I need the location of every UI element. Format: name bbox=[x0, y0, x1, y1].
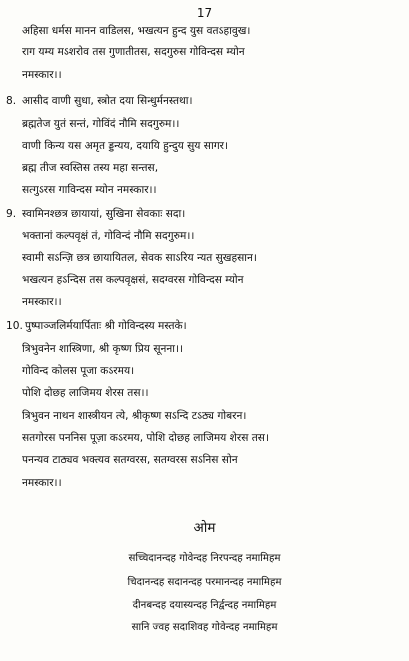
verse-line: नमस्कार।। bbox=[22, 477, 62, 489]
verse-line: भखत्यन हऽन्दिस तस कल्पवृक्षसं, सदग्वरस गोविन्दस म्योन bbox=[22, 274, 244, 286]
verse-line: गोविन्द कोलस पूजा कऽरमय। bbox=[22, 365, 135, 377]
verse-number: 9. bbox=[6, 208, 17, 220]
verse-line: पनन्यव टाठ्यव भक्त्यव सतग्वरस, सतग्वरस सऽनिस सोन bbox=[22, 454, 238, 466]
verse-number: 8. bbox=[6, 95, 17, 107]
verse-line: स्वामिनश्छत्र छायायां, सुखिना सेवकाः सदा। bbox=[22, 208, 186, 220]
verse-line: पोशि दोछह लाजिमय शेरस तस।। bbox=[22, 387, 149, 399]
intro-line: अहिसा धर्मस मानन वाडिलस, भखत्यन हुन्द युस वतऽहावुख। bbox=[22, 25, 251, 37]
mantra-line: सानि ज्वह सदाशिवह गोवेन्दह नमामिहम bbox=[131, 622, 278, 633]
verse-line: स्वामी सऽन्ज़ि छत्र छायायितल, सेवक साऽरिय न्यत सुखहसान। bbox=[22, 252, 257, 264]
page-number: 17 bbox=[196, 6, 213, 20]
verse-line: आसीद वाणी सुधा, स्त्रोत दया सिन्धुर्मनस्तथा। bbox=[22, 95, 193, 107]
intro-line: राग यम्य मऽशरोव तस गुणातीतस, सदगुरुस गोविन्दस म्योन bbox=[22, 46, 245, 58]
mantra-line: चिदानन्दह सदानन्दह परमानन्दह नमामिहम bbox=[127, 577, 282, 588]
verse-number: 10. bbox=[6, 320, 23, 332]
om-heading: ओम bbox=[193, 520, 216, 536]
intro-line: नमस्कार।। bbox=[22, 69, 62, 81]
verse-line: त्रिभुवन नाथन शास्त्रीयन त्ये, श्रीकृष्ण सऽन्दि टऽठ्य गोबरन। bbox=[22, 410, 247, 422]
verse-line: ब्रह्मतेज युतं सन्तं, गोविंदं नौमि सदगुरुम।। bbox=[22, 118, 180, 130]
verse-line: सतगोरस पननिस पूज़ा कऽरमय, पोशि दोछह लाजिमय शेरस तस। bbox=[22, 432, 269, 444]
verse-line: ब्रह्म तीज स्वस्तिस तस्य महा सन्तस, bbox=[22, 162, 159, 174]
verse-line: नमस्कार।। bbox=[22, 296, 62, 308]
verse-line: सत्गुऽरस गाविन्दस म्योन नमस्कार।। bbox=[22, 184, 157, 196]
verse-line: पुष्पाञ्जलिर्मयार्पिताः श्री गोविन्दस्य मस्तके। bbox=[25, 320, 187, 332]
verse-line: भक्तानां कल्पवृक्षं तं, गोविन्दं नौमि सदगुरुम।। bbox=[22, 230, 195, 242]
mantra-line: सच्चिदानन्दह गोवेन्दह निरपन्दह नमामिहम bbox=[128, 553, 281, 564]
mantra-line: दीनबन्दह दयास्यन्दह निर्द्वन्दह नमामिहम bbox=[132, 600, 277, 611]
verse-line: वाणी किन्य यस अमृत ड्डन्यय, दयायि हुन्दुय सुय सागर। bbox=[22, 140, 229, 152]
verse-line: त्रिभुवनेन शास्त्रिणा, श्री कृष्ण प्रिय सूनना।। bbox=[22, 343, 184, 355]
